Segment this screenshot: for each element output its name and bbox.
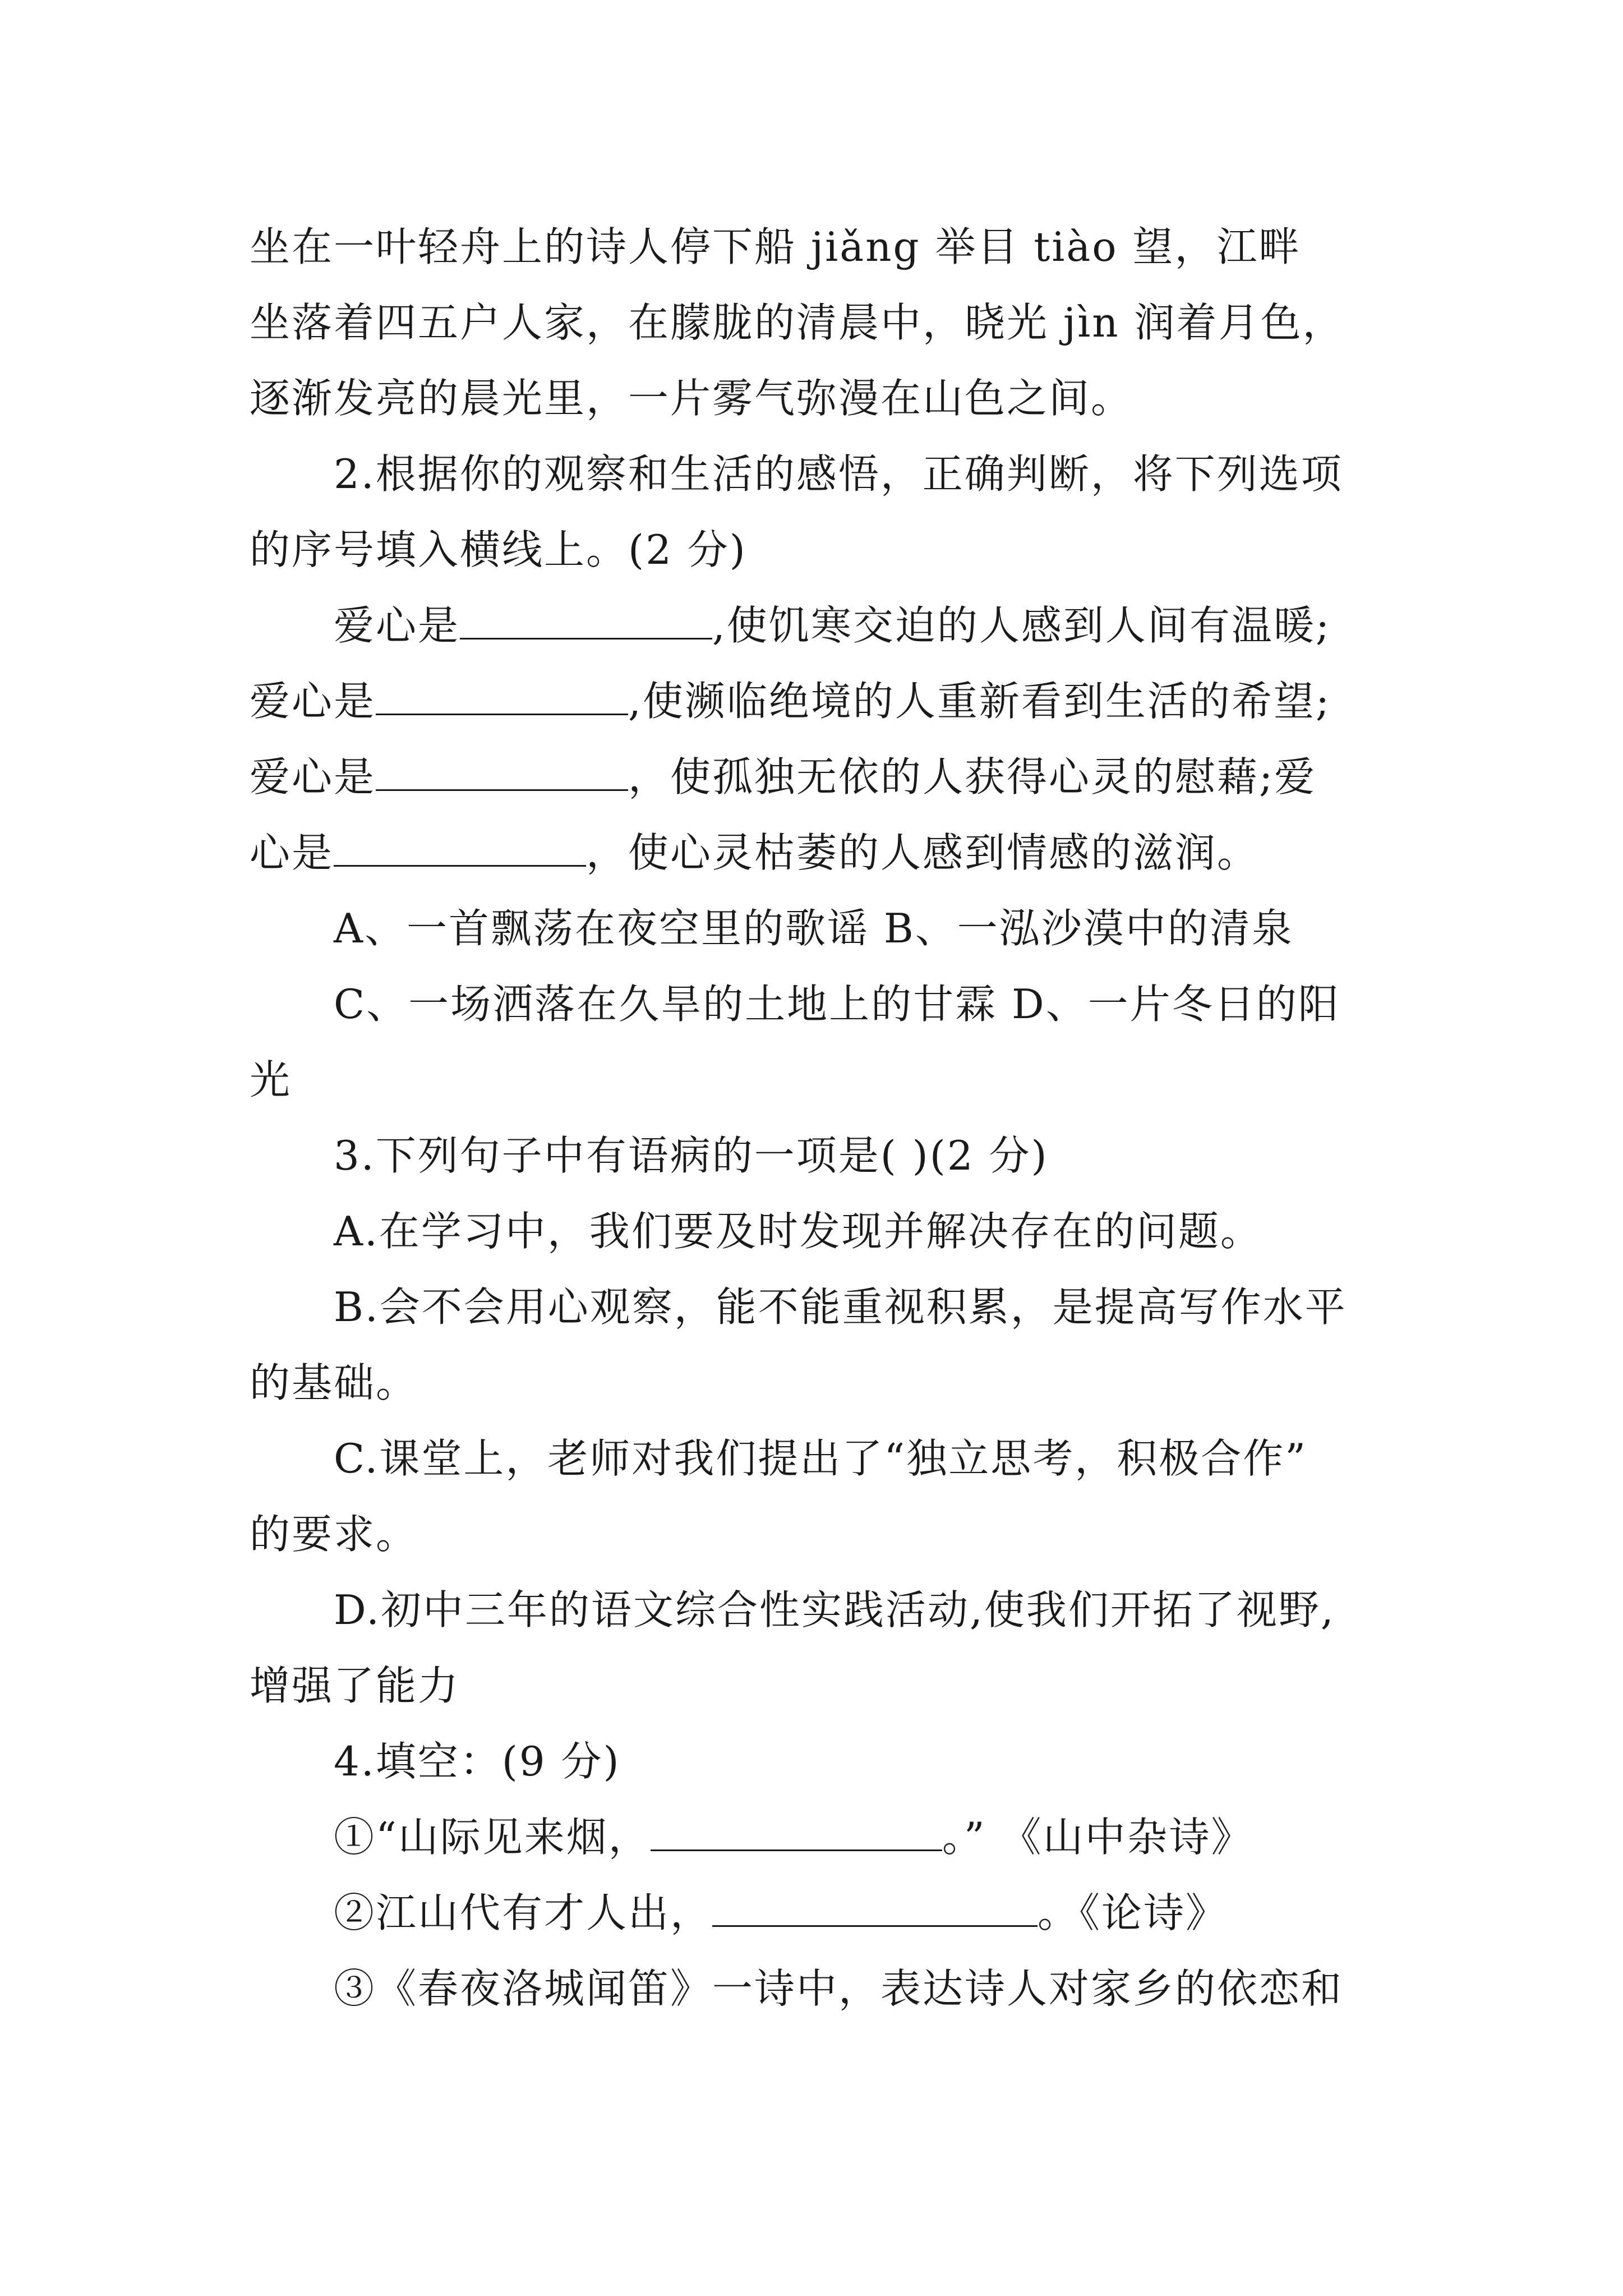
question-2-options-ab: A、一首飘荡在夜空里的歌谣 B、一泓沙漠中的清泉 [334,905,1294,952]
item-1-prefix: ①“山际见来烟， [334,1814,651,1861]
answer-blank-2[interactable] [376,679,628,715]
question-4-stem: 4.填空：(9 分) [334,1738,621,1785]
answer-blank-3[interactable] [376,754,628,791]
sentence-1-suffix: ,使饥寒交迫的人感到人间有温暖; [712,602,1331,649]
question-3-option-d-line-2: 增强了能力 [250,1662,460,1709]
question-2-options-cd-line-2: 光 [250,1056,292,1103]
question-3-option-c-line-2: 的要求。 [250,1511,418,1558]
question-2-stem-line-2: 的序号填入横线上。(2 分) [250,526,747,573]
answer-blank-1[interactable] [460,603,712,639]
question-2-stem-line-1: 2.根据你的观察和生活的感悟，正确判断，将下列选项 [334,450,1343,498]
question-3-option-c-line-1: C.课堂上，老师对我们提出了“独立思考，积极合作” [334,1435,1308,1482]
sentence-3-prefix: 爱心是 [250,753,376,800]
answer-blank-4[interactable] [334,830,586,867]
question-4-item-3: ③《春夜洛城闻笛》一诗中，表达诗人对家乡的依恋和 [334,1965,1344,2012]
sentence-4-prefix: 心是 [250,829,334,876]
intro-line-2: 坐落着四五户人家，在朦胧的清晨中，晓光 jìn 润着月色， [250,299,1345,346]
intro-line-3: 逐渐发亮的晨光里，一片雾气弥漫在山色之间。 [250,375,1133,422]
question-2-options-cd-line-1: C、一场洒落在久旱的土地上的甘霖 D、一片冬日的阳 [334,981,1340,1028]
intro-line-1: 坐在一叶轻舟上的诗人停下船 jiǎng 举目 tiào 望，江畔 [250,223,1301,270]
sentence-2-suffix: ,使濒临绝境的人重新看到生活的希望; [628,678,1331,725]
question-3-option-b-line-2: 的基础。 [250,1359,418,1406]
item-2-prefix: ②江山代有才人出， [334,1889,713,1936]
question-4-item-2 [334,1888,1377,1938]
sentence-3-suffix: ，使孤独无依的人获得心灵的慰藉;爱 [628,753,1317,800]
question-3-option-a: A.在学习中，我们要及时发现并解决存在的问题。 [334,1208,1262,1255]
item-2-suffix: 。《论诗》 [1038,1889,1228,1936]
question-2-sentence-1 [334,600,1377,651]
question-2-sentence-4 [250,827,1377,878]
question-3-option-d-line-1: D.初中三年的语文综合性实践活动,使我们开拓了视野, [334,1586,1335,1634]
question-2-sentence-3 [250,752,1377,802]
answer-blank-6[interactable] [712,1890,1038,1927]
sentence-1-prefix: 爱心是 [334,602,460,649]
question-3-stem: 3.下列句子中有语病的一项是( )(2 分) [334,1132,1049,1179]
question-3-option-b-line-1: B.会不会用心观察，能不能重视积累，是提高写作水平 [334,1283,1347,1331]
question-4-item-1 [334,1812,1377,1862]
answer-blank-5[interactable] [651,1815,942,1851]
question-2-sentence-2 [250,676,1377,726]
item-1-suffix: 。” 《山中杂诗》 [942,1814,1253,1861]
sentence-4-suffix: ，使心灵枯萎的人感到情感的滋润。 [586,829,1260,876]
sentence-2-prefix: 爱心是 [250,678,376,725]
